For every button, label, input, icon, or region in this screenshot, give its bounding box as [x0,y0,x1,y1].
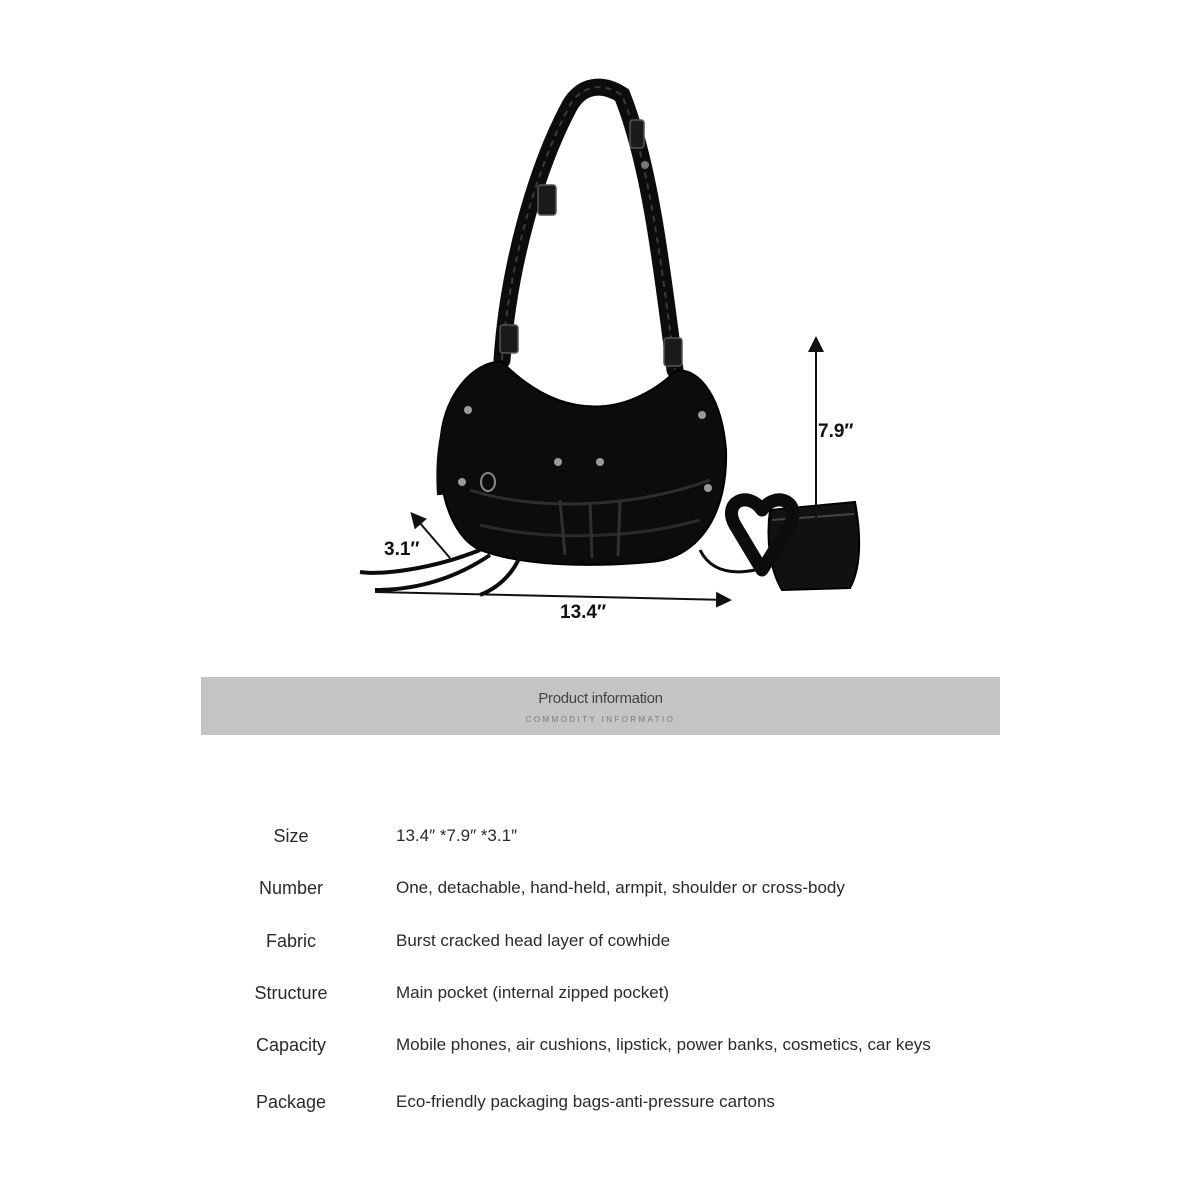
bag-drawing [330,70,890,650]
spec-label-capacity: Capacity [255,1035,327,1055]
spec-value-package: Eco-friendly packaging bags-anti-pressure cartons [396,1092,775,1111]
spec-value-capacity: Mobile phones, air cushions, lipstick, power banks, cosmetics, car keys [396,1035,931,1054]
spec-label-structure: Structure [254,983,328,1003]
spec-value-fabric: Burst cracked head layer of cowhide [396,931,671,950]
product-illustration [330,70,890,650]
banner-title: Product information [538,690,663,707]
bag-strap [500,87,682,370]
spec-value-number: One, detachable, hand-held, armpit, shoulder or cross-body [396,878,845,897]
width-arrow [375,592,728,600]
width-dimension-label: 13.4″ [560,602,607,623]
spec-value-size: 13.4″ *7.9″ *3.1″ [396,826,518,845]
spec-label-number: Number [258,878,324,898]
banner-subtitle: COMMODITY INFORMATIO [525,715,676,724]
spec-label-size: Size [273,826,309,846]
spec-value-structure: Main pocket (internal zipped pocket) [396,983,670,1002]
product-information-banner [201,677,1000,735]
height-dimension-label: 7.9″ [818,421,854,442]
spec-label-fabric: Fabric [265,931,316,951]
spec-label-package: Package [255,1092,327,1112]
depth-dimension-label: 3.1″ [384,539,420,560]
bag-body [440,362,726,565]
